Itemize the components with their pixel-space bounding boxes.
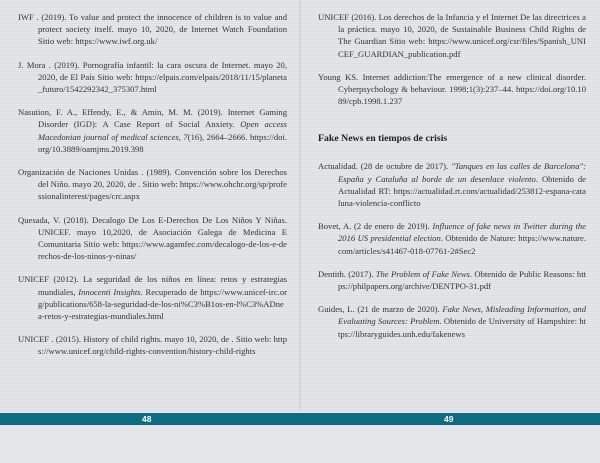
reference-link[interactable]: https://www.agamfec.com/decalogo-de-los-e-derechos-de-los-ninos-y-ninas/ <box>38 239 287 262</box>
reference-link[interactable]: https://doi.org/10.1089/cpb.1998.1.237 <box>338 84 586 107</box>
reference-link[interactable]: https://www.unicef.org/csr/files/Spanish_UNICEF_GUARDIAN_publication.pdf <box>338 36 586 59</box>
reference-link[interactable]: https://www.unicef-irc.org/publications/658-la-seguridad-de-los-ni%C3%B1os-en-l%C3%ADnea-retos-y-estrategias-mundiales.html <box>38 286 287 322</box>
reference-entry: Actualidad. (28 de octubre de 2017). "Tanques en las calles de Barcelona": España y Cataluña al borde de un desenlace violento. Obtenido de Actualidad RT: https://actualidad.rt.com/actualidad/253812-espana-cataluna-violencia-conflicto <box>318 161 586 209</box>
reference-entry: Organización de Naciones Unidas . (1989). Convención sobre los Derechos del Niño. mayo 20, 2020, de . Sitio web: https://www.ohchr.org/sp/professionalinterest/pages/crc.aspx <box>18 167 287 202</box>
reference-link[interactable]: https://elpais.com/elpais/2018/11/15/planeta_futuro/1542292342_375307.html <box>38 71 287 95</box>
left-references <box>18 11 287 369</box>
reference-link[interactable]: https://www.unicef.org/child-rights-convention/history-child-rights <box>38 334 287 357</box>
reference-entry: UNICEF (2012). La seguridad de los niños en línea: retos y estrategias mundiales, Innocenti Insights. Recuperado de https://www.unicef-irc.org/publications/658-la-seguridad-de-los-ni%C3%B1os-en-l%C3%ADnea-retos-y-estrategias-mundiales.html <box>18 274 287 322</box>
reference-link[interactable]: https://actualidad.rt.com/actualidad/253812-espana-cataluna-violencia-conflicto <box>338 185 586 209</box>
bottom-margin <box>0 425 600 463</box>
reference-link[interactable]: https://www.iwf.org.uk/ <box>75 36 158 47</box>
reference-entry: Nasution, F. A., Effendy, E., & Amin, M. M. (2019). Internet Gaming Disorder (IGD): A Case Report of Social Anxiety. Open access Macedonian journal of medical sciences, 7(16), 2664–2666. https://doi.org/10.3889/oamjms.2019.398 <box>18 107 287 154</box>
footer-bar <box>0 413 600 425</box>
reference-entry: Quesada, V. (2018). Decalogo De Los E-Derechos De Los Niños Y Niñas. UNICEF. mayo 10,2020, de Asociación Galega de Medicina E Comunitaria Sitio web: https://www.agamfec.com/decalogo-de-los-e-derechos-de-los-ninos-y-ninas/ <box>18 214 287 262</box>
reference-link[interactable]: https://philpapers.org/archive/DENTPO-31.pdf <box>338 268 586 292</box>
reference-entry: IWF . (2019). To value and protect the innocence of children is to value and protect society itself. mayo 10, 2020, de Internet Watch Foundation Sitio web: https://www.iwf.org.uk/ <box>18 12 287 47</box>
reference-entry: Dentith. (2017). The Problem of Fake News. Obtenido de Public Reasons: https://philpapers.org/archive/DENTPO-31.pdf <box>318 268 586 292</box>
right-references <box>318 11 586 351</box>
page-number-left: 48 <box>142 414 152 424</box>
reference-link[interactable]: https://www.ohchr.org/sp/professionalinterest/pages/crc.aspx <box>38 179 287 202</box>
right-page <box>300 0 600 463</box>
reference-entry: Guides, L. (21 de marzo de 2020). Fake News, Misleading Information, and Evaluating Sources: Problem. Obtenido de University of Hampshire: https://libraryguides.unh.edu/fakenews <box>318 304 586 339</box>
reference-entry: J. Mora . (2019). Pornografía infantil: la cara oscura de Internet. mayo 20, 2020, de El País Sitio web: https://elpais.com/elpais/2018/11/15/planeta_futuro/1542292342_375307.html <box>18 59 287 95</box>
section-title: Fake News en tiempos de crisis <box>318 133 448 145</box>
reference-link[interactable]: https://www.nature.com/articles/s41467-018-07761-2#Sec2 <box>338 233 587 256</box>
reference-link[interactable]: https://libraryguides.unh.edu/fakenews <box>338 316 586 339</box>
page-number-right: 49 <box>444 414 454 424</box>
reference-entry: Bovet, A. (2 de enero de 2019). Influence of fake news in Twitter during the 2016 US presidential election. Obtenido de Nature: https://www.nature.com/articles/s41467-018-07761-2#Sec2 <box>318 221 587 256</box>
reference-entry: Young KS. Internet addiction:The emergence of a new clinical disorder. Cyberpsychology & behaviour. 1998;1(3):237–44. https://doi.org/10.1089/cpb.1998.1.237 <box>318 71 586 107</box>
reference-entry: UNICEF (2016). Los derechos de la Infancia y el Internet De las directrices a la práctica. mayo 10, 2020, de Sustainable Business Child Rights de The Guardian Sitio web: https://www.unicef.org/csr/files/Spanish_UNICEF_GUARDIAN_publication.pdf <box>318 12 586 59</box>
reference-entry: UNICEF . (2015). History of child rights. mayo 10, 2020, de . Sitio web: https://www.unicef.org/child-rights-convention/history-child-rights <box>18 334 287 357</box>
reference-link[interactable]: https://doi.org/10.3889/oamjms.2019.398 <box>38 131 287 154</box>
